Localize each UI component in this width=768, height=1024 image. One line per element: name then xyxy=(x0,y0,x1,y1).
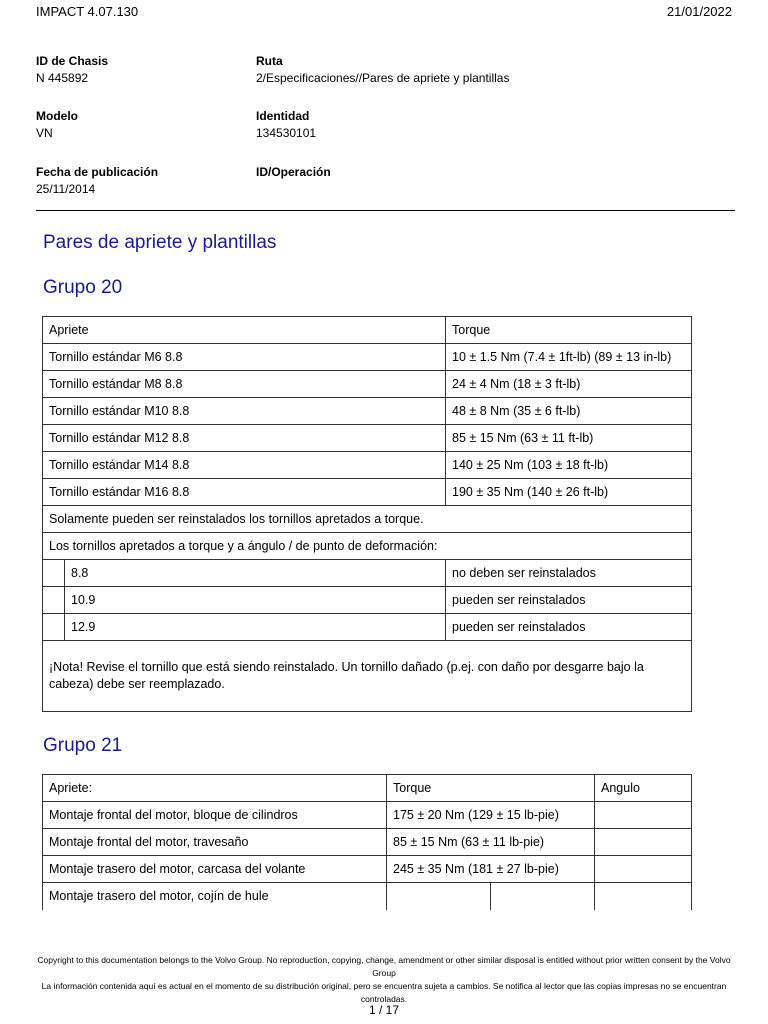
bolt-cell: Tornillo estándar M16 8.8 xyxy=(43,479,446,506)
table-row xyxy=(43,587,692,614)
print-date: 21/01/2022 xyxy=(666,4,732,19)
note-cell: Los tornillos apretados a torque y a ángulo / de punto de deformación: xyxy=(43,533,692,560)
grupo-21-table xyxy=(42,774,692,910)
angle-cell xyxy=(595,883,692,910)
route-label: Ruta xyxy=(256,54,283,68)
bolt-cell: Tornillo estándar M8 8.8 xyxy=(43,371,446,398)
mount-cell: Montaje frontal del motor, bloque de cilindros xyxy=(43,802,387,829)
grupo-21-title: Grupo 21 xyxy=(43,735,123,756)
reuse-cell: pueden ser reinstalados xyxy=(446,614,692,641)
table-header-row xyxy=(43,317,692,344)
note-cell: ¡Nota! Revise el tornillo que está siendo reinstalado. Un tornillo dañado (p.ej. con daño por desgarre bajo la cabeza) debe ser reemplazado. xyxy=(43,641,692,712)
table-row xyxy=(43,479,692,506)
table-row xyxy=(43,802,692,829)
chassis-value: N 445892 xyxy=(36,71,89,85)
bolt-cell: Tornillo estándar M14 8.8 xyxy=(43,452,446,479)
table-row xyxy=(43,425,692,452)
chassis-label: ID de Chasis xyxy=(36,54,109,68)
grupo-20-table xyxy=(42,316,692,712)
pubdate-value: 25/11/2014 xyxy=(36,182,96,196)
bolt-cell: Tornillo estándar M6 8.8 xyxy=(43,344,446,371)
header-divider xyxy=(36,210,735,211)
table-row xyxy=(43,856,692,883)
bolt-cell: Tornillo estándar M12 8.8 xyxy=(43,425,446,452)
copyright-text: Copyright to this documentation belongs to the Volvo Group. No reproduction, copying, change, amendment or other similar disposal is entitled without prior written consent by the Volvo Group xyxy=(37,955,731,978)
reuse-cell: pueden ser reinstalados xyxy=(446,587,692,614)
mount-cell: Montaje trasero del motor, cojín de hule xyxy=(43,883,387,910)
header-cell: Torque xyxy=(387,775,595,802)
torque-cell: 48 ± 8 Nm (35 ± 6 ft-lb) xyxy=(446,398,692,425)
table-row xyxy=(43,506,692,533)
app-version: IMPACT 4.07.130 xyxy=(36,4,139,19)
identity-value: 134530101 xyxy=(256,126,317,140)
angle-cell xyxy=(595,829,692,856)
torque-cell: 245 ± 35 Nm (181 ± 27 lb-pie) xyxy=(387,856,595,883)
model-label: Modelo xyxy=(36,109,78,123)
identity-label: Identidad xyxy=(256,109,310,123)
torque-cell: 140 ± 25 Nm (103 ± 18 ft-lb) xyxy=(446,452,692,479)
page-title: Pares de apriete y plantillas xyxy=(43,232,277,253)
table-row xyxy=(43,371,692,398)
model-value: VN xyxy=(36,126,53,140)
operation-label: ID/Operación xyxy=(256,165,331,179)
table-row xyxy=(43,344,692,371)
route-value: 2/Especificaciones//Pares de apriete y plantillas xyxy=(256,71,510,85)
torque-cell: 175 ± 20 Nm (129 ± 15 lb-pie) xyxy=(387,802,595,829)
mount-cell: Montaje frontal del motor, travesaño xyxy=(43,829,387,856)
table-row xyxy=(43,452,692,479)
table-row xyxy=(43,614,692,641)
header-cell: Angulo xyxy=(595,775,692,802)
bolt-cell: Tornillo estándar M10 8.8 xyxy=(43,398,446,425)
table-row xyxy=(43,883,692,910)
table-row xyxy=(43,560,692,587)
reuse-cell: no deben ser reinstalados xyxy=(446,560,692,587)
footer xyxy=(30,954,738,1006)
grade-cell: 8.8 xyxy=(65,560,446,587)
angle-cell xyxy=(595,802,692,829)
torque-cell: 85 ± 15 Nm (63 ± 11 ft-lb) xyxy=(446,425,692,452)
header-cell: Torque xyxy=(446,317,692,344)
grade-cell: 12.9 xyxy=(65,614,446,641)
torque-cell: 10 ± 1.5 Nm (7.4 ± 1ft-lb) (89 ± 13 in-lb) xyxy=(446,344,692,371)
indent-cell xyxy=(43,614,65,641)
torque-cell: 190 ± 35 Nm (140 ± 26 ft-lb) xyxy=(446,479,692,506)
torque-cell xyxy=(491,883,595,910)
grade-cell: 10.9 xyxy=(65,587,446,614)
table-row xyxy=(43,829,692,856)
table-header-row xyxy=(43,775,692,802)
table-row xyxy=(43,533,692,560)
info-text: La información contenida aquí es actual en el momento de su distribución original, pero se encuentra sujeta a cambios. Se notifica al lector que las copias impresas no se encuentran controladas. xyxy=(41,981,727,1004)
table-row xyxy=(43,641,692,712)
indent-cell xyxy=(43,560,65,587)
torque-cell xyxy=(387,883,491,910)
mount-cell: Montaje trasero del motor, carcasa del volante xyxy=(43,856,387,883)
angle-cell xyxy=(595,856,692,883)
torque-cell: 85 ± 15 Nm (63 ± 11 lb-pie) xyxy=(387,829,595,856)
note-cell: Solamente pueden ser reinstalados los tornillos apretados a torque. xyxy=(43,506,692,533)
indent-cell xyxy=(43,587,65,614)
torque-cell: 24 ± 4 Nm (18 ± 3 ft-lb) xyxy=(446,371,692,398)
grupo-20-title: Grupo 20 xyxy=(43,277,123,298)
table-row xyxy=(43,398,692,425)
header-cell: Apriete: xyxy=(43,775,387,802)
pubdate-label: Fecha de publicación xyxy=(36,165,159,179)
page-number: 1 / 17 xyxy=(368,1003,400,1017)
header-cell: Apriete xyxy=(43,317,446,344)
